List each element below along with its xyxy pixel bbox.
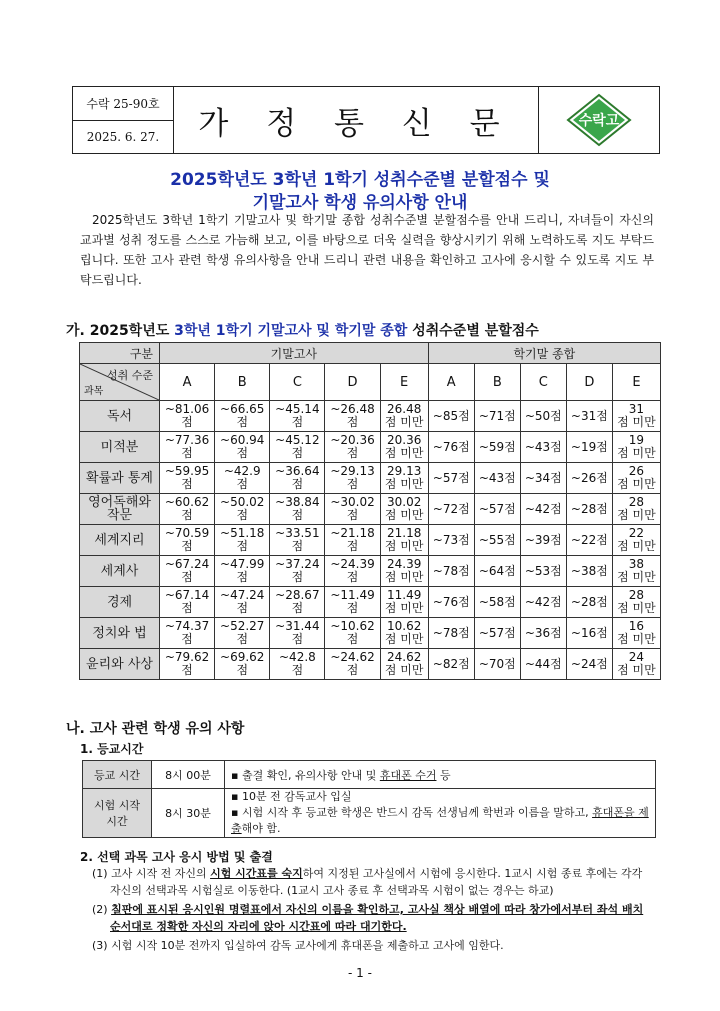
total-score-cell: ~57점 xyxy=(474,494,520,525)
exam-score-cell xyxy=(160,556,215,587)
item-text: (2) xyxy=(92,903,112,916)
cell-line: ~70.59 xyxy=(164,526,210,540)
cell-line: 점 xyxy=(346,415,359,429)
note-underlined: 휴대폰을 제출 xyxy=(231,806,649,835)
exam-score-cell xyxy=(160,649,215,680)
cell-line: 점 xyxy=(236,415,249,429)
level-header: A xyxy=(428,364,474,401)
cell-line: 점 미만 xyxy=(384,508,424,522)
cell-line: 점 xyxy=(291,601,304,615)
cell-line: ~29.13 xyxy=(330,464,375,478)
cell-line: ~52.27 xyxy=(220,619,265,633)
level-header: C xyxy=(270,364,325,401)
cell-line: 19 xyxy=(628,433,645,447)
section-a-suffix: 성취수준별 분할점수 xyxy=(407,323,539,339)
page-number: - 1 - xyxy=(348,966,372,980)
cell-line: ~47.24 xyxy=(220,588,265,602)
cell-line: 점 xyxy=(346,632,359,646)
cell-line: 점 xyxy=(291,477,304,491)
time-label: 시험 시작 시간 xyxy=(83,789,152,838)
note-text: ▪ 출결 확인, 유의사항 안내 및 xyxy=(231,768,380,782)
exam-score-cell xyxy=(160,525,215,556)
total-score-cell: ~44점 xyxy=(520,649,566,680)
cell-line: 점 미만 xyxy=(617,570,656,584)
list-item xyxy=(92,901,656,935)
cell-line: 점 xyxy=(346,508,359,522)
cell-line: 24 xyxy=(628,650,645,664)
cell-line: ~47.99 xyxy=(220,557,265,571)
exam-score-cell xyxy=(215,401,270,432)
list-item xyxy=(92,865,656,899)
cell-line: ~42.8 xyxy=(279,650,316,664)
note-text: ▪ 시험 시작 후 등교한 학생은 반드시 감독 선생님께 학번과 이름을 말하고, xyxy=(231,806,593,819)
total-score-cell: ~64점 xyxy=(474,556,520,587)
exam-score-cell xyxy=(215,587,270,618)
cell-line: ~30.02 xyxy=(330,495,375,509)
group-exam: 기말고사 xyxy=(160,343,429,364)
subject-cell: 영어독해와 작문 xyxy=(80,494,160,525)
total-score-cell: ~28점 xyxy=(566,587,612,618)
exam-score-cell xyxy=(325,618,380,649)
table-row xyxy=(80,432,661,463)
doc-date: 2025. 6. 27. xyxy=(86,129,160,144)
exam-score-cell xyxy=(325,494,380,525)
exam-score-cell xyxy=(270,401,325,432)
exam-score-cell xyxy=(160,401,215,432)
intro-paragraph: 2025학년도 3학년 1학기 기말고사 및 학기말 종합 성취수준별 분할점수를 안내 드리니, 자녀들이 자신의 교과별 성취 정도를 스스로 가늠해 보고, 이를 바탕으로 더욱 실력을 향상시키기 위해 노력하도록 지도 부탁드립니다. 또한 고사 관련 학생 유의사항을 안내 드리니 관련 내용을 확인하고 고사에 응시할 수 있도록 지도 부탁드립니다. xyxy=(80,213,654,287)
item-text: (3) 시험 시작 10분 전까지 입실하여 감독 교사에게 휴대폰을 제출하고 고사에 임한다. xyxy=(92,939,504,952)
cell-line: ~50.02 xyxy=(220,495,265,509)
item-underlined: 시험 시간표를 숙지 xyxy=(210,867,303,880)
cell-line: 점 xyxy=(291,446,304,460)
level-header: D xyxy=(325,364,380,401)
cell-line: 점 xyxy=(181,632,193,646)
total-score-cell: ~26점 xyxy=(566,463,612,494)
note-underlined: 휴대폰 수거 xyxy=(379,768,437,782)
cell-line: 점 xyxy=(291,570,304,584)
cell-line: ~67.24 xyxy=(164,557,210,571)
cell-line: ~31.44 xyxy=(275,619,320,633)
total-score-cell: ~36점 xyxy=(520,618,566,649)
exam-score-cell xyxy=(380,649,428,680)
note-line: ▪ 10분 전 감독교사 입실 xyxy=(231,790,352,803)
cell-line: 점 xyxy=(291,539,304,553)
exam-score-cell xyxy=(380,432,428,463)
cell-line: ~21.18 xyxy=(330,526,375,540)
cell-line: ~74.37 xyxy=(164,619,210,633)
total-score-cell: ~31점 xyxy=(566,401,612,432)
cell-line: 점 미만 xyxy=(617,632,656,646)
exam-score-cell xyxy=(380,587,428,618)
cell-line: 점 미만 xyxy=(617,663,656,677)
table-row xyxy=(80,587,661,618)
cell-line: 점 xyxy=(236,508,249,522)
exam-score-cell xyxy=(380,494,428,525)
level-header: B xyxy=(215,364,270,401)
exam-score-cell xyxy=(270,463,325,494)
total-score-cell xyxy=(612,401,660,432)
section-a-heading xyxy=(66,320,539,340)
total-score-cell: ~22점 xyxy=(566,525,612,556)
cell-line: 점 xyxy=(291,632,304,646)
cell-line: 점 미만 xyxy=(617,477,656,491)
table-row xyxy=(80,494,661,525)
arrival-time-table xyxy=(82,760,656,838)
subject-cell: 세계사 xyxy=(80,556,160,587)
total-score-cell: ~85점 xyxy=(428,401,474,432)
cell-line: 31 xyxy=(628,402,645,416)
exam-score-cell xyxy=(325,587,380,618)
total-score-cell xyxy=(612,463,660,494)
exam-score-cell xyxy=(325,401,380,432)
total-score-cell: ~43점 xyxy=(520,432,566,463)
cell-line: ~60.62 xyxy=(164,495,210,509)
cell-line: 점 xyxy=(236,663,249,677)
total-score-cell xyxy=(612,494,660,525)
cell-line: 26.48 xyxy=(386,402,422,416)
cell-line: 점 xyxy=(291,415,304,429)
table-row xyxy=(80,618,661,649)
total-score-cell: ~76점 xyxy=(428,587,474,618)
header-meta xyxy=(73,87,174,153)
cell-line: 점 xyxy=(291,508,304,522)
section-b-heading: 나. 고사 관련 학생 유의 사항 xyxy=(66,721,245,737)
total-score-cell: ~73점 xyxy=(428,525,474,556)
item-underlined: 칠판에 표시된 응시인원 명렬표에서 자신의 이름을 확인하고, 고사실 책상 배열에 따라 창가에서부터 좌석 배치 순서대로 정확한 자신의 자리에 앉아 시간표에 따라 대기한다. xyxy=(110,903,644,933)
exam-score-cell xyxy=(325,525,380,556)
cell-line: 38 xyxy=(628,557,645,571)
level-header: C xyxy=(520,364,566,401)
level-header: E xyxy=(612,364,660,401)
subject-cell: 윤리와 사상 xyxy=(80,649,160,680)
cell-line: 28 xyxy=(628,588,645,602)
cell-line: 11.49 xyxy=(386,588,422,602)
score-table xyxy=(79,342,661,680)
main-title-line1: 2025학년도 3학년 1학기 성취수준별 분할점수 및 xyxy=(170,170,550,190)
cell-line: ~69.62 xyxy=(220,650,265,664)
total-score-cell xyxy=(612,618,660,649)
cell-line: 24.39 xyxy=(386,557,422,571)
cell-line: 점 xyxy=(346,601,359,615)
table-row xyxy=(80,556,661,587)
exam-score-cell xyxy=(215,432,270,463)
exam-score-cell xyxy=(160,463,215,494)
time-row xyxy=(83,761,656,789)
cell-line: 10.62 xyxy=(386,619,422,633)
cell-line: 점 미만 xyxy=(384,539,424,553)
cell-line: ~28.67 xyxy=(275,588,320,602)
total-score-cell: ~50점 xyxy=(520,401,566,432)
exam-score-cell xyxy=(325,432,380,463)
exam-score-cell xyxy=(380,401,428,432)
total-score-cell: ~28점 xyxy=(566,494,612,525)
cell-line: 점 미만 xyxy=(384,601,424,615)
cell-line: 점 미만 xyxy=(617,415,656,429)
time-note xyxy=(225,761,656,789)
exam-score-cell xyxy=(160,618,215,649)
total-score-cell: ~72점 xyxy=(428,494,474,525)
total-score-cell: ~70점 xyxy=(474,649,520,680)
cell-line: ~67.14 xyxy=(164,588,210,602)
cell-line: ~51.18 xyxy=(220,526,265,540)
cell-line: 점 xyxy=(181,663,193,677)
cell-line: 점 xyxy=(181,477,193,491)
exam-score-cell xyxy=(215,556,270,587)
cell-line: ~10.62 xyxy=(330,619,375,633)
table-row xyxy=(80,525,661,556)
cell-line: ~37.24 xyxy=(275,557,320,571)
exam-score-cell xyxy=(160,587,215,618)
note-text: 해야 함. xyxy=(241,822,281,835)
cell-line: 점 미만 xyxy=(384,663,424,677)
level-header: D xyxy=(566,364,612,401)
cell-line: 16 xyxy=(628,619,645,633)
cell-line: 점 xyxy=(291,663,304,677)
level-header: E xyxy=(380,364,428,401)
cell-line: 점 미만 xyxy=(384,446,424,460)
cell-line: 점 xyxy=(181,539,193,553)
exam-score-cell xyxy=(325,649,380,680)
cell-line: 점 xyxy=(236,446,249,460)
cell-line: 점 xyxy=(181,415,193,429)
diag-level-label: 성취 수준 xyxy=(106,369,153,382)
section-a-prefix: 가. 2025학년도 xyxy=(66,323,175,339)
exam-score-cell xyxy=(215,618,270,649)
cell-line: 점 미만 xyxy=(384,415,424,429)
exam-score-cell xyxy=(380,463,428,494)
total-score-cell: ~57점 xyxy=(428,463,474,494)
total-score-cell: ~59점 xyxy=(474,432,520,463)
exam-score-cell xyxy=(380,618,428,649)
group-total: 학기말 종합 xyxy=(428,343,660,364)
total-score-cell: ~82점 xyxy=(428,649,474,680)
corner-label: 구분 xyxy=(80,343,160,364)
cell-line: 점 xyxy=(181,601,193,615)
cell-line: 점 xyxy=(236,601,249,615)
cell-line: 점 xyxy=(346,446,359,460)
cell-line: 24.62 xyxy=(386,650,422,664)
cell-line: 30.02 xyxy=(386,495,422,509)
level-header: B xyxy=(474,364,520,401)
cell-line: 점 xyxy=(346,539,359,553)
subheading-exam-method: 2. 선택 과목 고사 응시 방법 및 출결 xyxy=(80,850,273,864)
total-score-cell: ~16점 xyxy=(566,618,612,649)
newsletter-header xyxy=(72,86,660,154)
cell-line: 26 xyxy=(628,464,645,478)
total-score-cell: ~42점 xyxy=(520,587,566,618)
cell-line: ~77.36 xyxy=(164,433,210,447)
exam-score-cell xyxy=(325,463,380,494)
total-score-cell: ~57점 xyxy=(474,618,520,649)
main-title-line2: 기말고사 학생 유의사항 안내 xyxy=(252,193,468,213)
cell-line: 점 xyxy=(236,632,249,646)
total-score-cell: ~38점 xyxy=(566,556,612,587)
subject-cell: 정치와 법 xyxy=(80,618,160,649)
cell-line: ~45.14 xyxy=(275,402,320,416)
cell-line: 28 xyxy=(628,495,645,509)
exam-score-cell xyxy=(270,525,325,556)
header-title: 가 정 통 신 문 xyxy=(198,105,514,142)
table-row xyxy=(80,463,661,494)
cell-line: ~11.49 xyxy=(330,588,375,602)
cell-line: ~20.36 xyxy=(330,433,375,447)
cell-line: 점 xyxy=(181,570,193,584)
cell-line: ~81.06 xyxy=(164,402,210,416)
time-value: 8시 30분 xyxy=(152,789,225,838)
cell-line: 점 xyxy=(236,570,249,584)
cell-line: ~33.51 xyxy=(275,526,320,540)
total-score-cell: ~42점 xyxy=(520,494,566,525)
table-row xyxy=(80,401,661,432)
total-score-cell: ~76점 xyxy=(428,432,474,463)
cell-line: 22 xyxy=(628,526,645,540)
logo-text: 수락고 xyxy=(578,113,620,129)
cell-line: 점 xyxy=(346,663,359,677)
total-score-cell xyxy=(612,587,660,618)
total-score-cell xyxy=(612,649,660,680)
cell-line: ~24.39 xyxy=(330,557,375,571)
doc-number: 수락 25-90호 xyxy=(73,87,173,121)
exam-score-cell xyxy=(380,525,428,556)
cell-line: ~42.9 xyxy=(223,464,261,478)
cell-line: ~26.48 xyxy=(330,402,375,416)
total-score-cell: ~78점 xyxy=(428,618,474,649)
diag-subject-label: 과목 xyxy=(84,386,104,397)
table-row xyxy=(80,649,661,680)
logo-cell xyxy=(538,87,659,153)
total-score-cell: ~55점 xyxy=(474,525,520,556)
total-score-cell: ~58점 xyxy=(474,587,520,618)
exam-score-cell xyxy=(215,525,270,556)
cell-line: 20.36 xyxy=(386,433,422,447)
section-a-highlight: 3학년 1학기 기말고사 및 학기말 종합 xyxy=(174,323,408,339)
total-score-cell: ~78점 xyxy=(428,556,474,587)
school-logo xyxy=(566,93,632,147)
cell-line: ~79.62 xyxy=(164,650,210,664)
total-score-cell xyxy=(612,525,660,556)
subject-cell: 확률과 통계 xyxy=(80,463,160,494)
exam-method-list xyxy=(92,865,656,956)
time-note xyxy=(225,789,656,838)
cell-line: 점 xyxy=(181,508,193,522)
cell-line: 21.18 xyxy=(386,526,422,540)
cell-line: 점 xyxy=(346,570,359,584)
list-item xyxy=(92,937,656,954)
cell-line: 29.13 xyxy=(386,464,422,478)
cell-line: 점 미만 xyxy=(617,539,656,553)
cell-line: ~36.64 xyxy=(275,464,320,478)
corner-diagonal-cell xyxy=(80,364,160,401)
note-line xyxy=(231,805,649,837)
exam-score-cell xyxy=(215,463,270,494)
total-score-cell xyxy=(612,432,660,463)
total-score-cell: ~24점 xyxy=(566,649,612,680)
total-score-cell: ~39점 xyxy=(520,525,566,556)
exam-score-cell xyxy=(325,556,380,587)
cell-line: 점 미만 xyxy=(617,446,656,460)
cell-line: ~59.95 xyxy=(164,464,210,478)
time-label: 등교 시간 xyxy=(83,761,152,789)
subject-cell: 경제 xyxy=(80,587,160,618)
exam-score-cell xyxy=(270,432,325,463)
time-value: 8시 00분 xyxy=(152,761,225,789)
exam-score-cell xyxy=(270,587,325,618)
item-text: (1) 고사 시작 전 자신의 xyxy=(92,867,211,880)
exam-score-cell xyxy=(270,649,325,680)
exam-score-cell xyxy=(270,494,325,525)
item-text: 하여 지정된 고사실에서 시험에 응시한다. 1교시 시험 종료 후에는 각각 자신의 선택과목 시험실로 이동한다. (1교시 고사 종료 후 선택과목 시험이 없는 경우는 하교) xyxy=(110,867,643,897)
total-score-cell: ~71점 xyxy=(474,401,520,432)
exam-score-cell xyxy=(215,649,270,680)
note-text: 등 xyxy=(436,768,451,782)
exam-score-cell xyxy=(215,494,270,525)
total-score-cell: ~34점 xyxy=(520,463,566,494)
total-score-cell: ~43점 xyxy=(474,463,520,494)
cell-line: 점 xyxy=(346,477,359,491)
exam-score-cell xyxy=(160,432,215,463)
total-score-cell: ~19점 xyxy=(566,432,612,463)
cell-line: 점 미만 xyxy=(617,601,656,615)
exam-score-cell xyxy=(160,494,215,525)
subject-cell: 세계지리 xyxy=(80,525,160,556)
cell-line: ~38.84 xyxy=(275,495,320,509)
cell-line: ~45.12 xyxy=(275,433,320,447)
cell-line: ~24.62 xyxy=(330,650,375,664)
cell-line: ~60.94 xyxy=(220,433,265,447)
cell-line: ~66.65 xyxy=(220,402,265,416)
total-score-cell xyxy=(612,556,660,587)
cell-line: 점 미만 xyxy=(384,632,424,646)
exam-score-cell xyxy=(270,618,325,649)
cell-line: 점 xyxy=(236,539,249,553)
cell-line: 점 xyxy=(181,446,193,460)
subject-cell: 미적분 xyxy=(80,432,160,463)
subheading-arrival-time: 1. 등교시간 xyxy=(80,742,144,756)
cell-line: 점 미만 xyxy=(384,477,424,491)
total-score-cell: ~53점 xyxy=(520,556,566,587)
level-header: A xyxy=(160,364,215,401)
time-row xyxy=(83,789,656,838)
exam-score-cell xyxy=(270,556,325,587)
exam-score-cell xyxy=(380,556,428,587)
subject-cell: 독서 xyxy=(80,401,160,432)
cell-line: 점 미만 xyxy=(617,508,656,522)
cell-line: 점 xyxy=(236,477,249,491)
cell-line: 점 미만 xyxy=(384,570,424,584)
